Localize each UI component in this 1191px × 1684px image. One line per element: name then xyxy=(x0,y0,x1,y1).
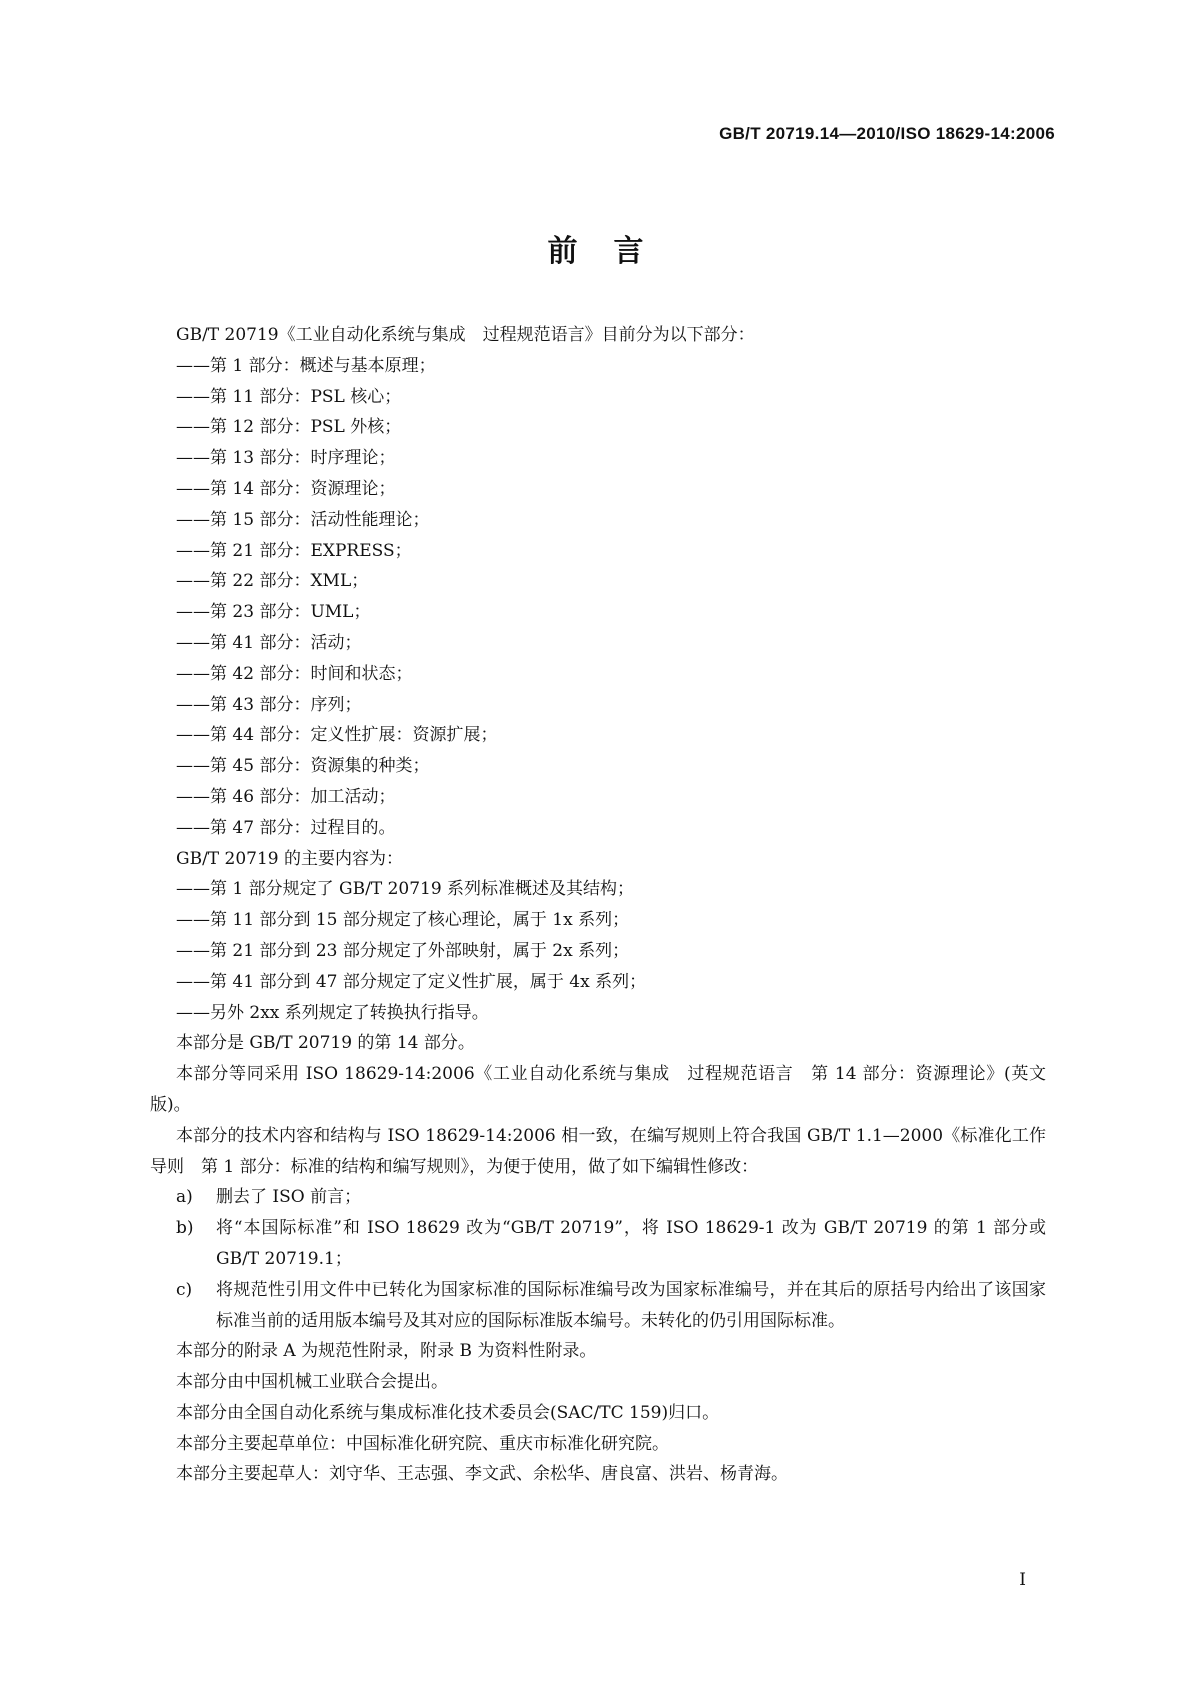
drafters-paragraph: 本部分主要起草人：刘守华、王志强、李文武、余松华、唐良富、洪岩、杨青海。 xyxy=(176,1464,788,1485)
title-char-2: 言 xyxy=(613,234,644,269)
edit-text: 将规范性引用文件中已转化为国家标准的国际标准编号改为国家标准编号，并在其后的原括号内给出了该国家标准当前的适用版本编号及其对应的国际标准版本编号。未转化的仍引用国际标准。 xyxy=(216,1279,1046,1331)
list-item: ——第 46 部分：加工活动； xyxy=(176,786,396,807)
list-item: ——另外 2xx 系列规定了转换执行指导。 xyxy=(176,1002,489,1023)
list-item: ——第 1 部分规定了 GB/T 20719 系列标准概述及其结构； xyxy=(176,879,635,900)
list-item: ——第 21 部分：EXPRESS； xyxy=(176,540,412,561)
list-item: ——第 12 部分：PSL 外核； xyxy=(176,417,402,438)
list-item: ——第 43 部分：序列； xyxy=(176,694,362,715)
edit-text: 将“本国际标准”和 ISO 18629 改为“GB/T 20719”，将 ISO 18629-1 改为 GB/T 20719 的第 1 部分或 GB/T 20719.1； xyxy=(216,1218,1046,1269)
edits-list xyxy=(150,1182,1046,1336)
main-content-intro: GB/T 20719 的主要内容为： xyxy=(176,848,404,869)
edit-label: b) xyxy=(176,1218,194,1239)
edit-label: c) xyxy=(176,1279,193,1300)
annex-paragraph: 本部分的附录 A 为规范性附录，附录 B 为资料性附录。 xyxy=(176,1341,597,1362)
list-item: ——第 11 部分到 15 部分规定了核心理论，属于 1x 系列； xyxy=(176,910,630,931)
list-item: ——第 21 部分到 23 部分规定了外部映射，属于 2x 系列； xyxy=(176,940,630,961)
list-item: ——第 11 部分：PSL 核心； xyxy=(176,386,402,407)
this-part-paragraph: 本部分是 GB/T 20719 的第 14 部分。 xyxy=(176,1033,475,1054)
list-item: ——第 41 部分到 47 部分规定了定义性扩展，属于 4x 系列； xyxy=(176,971,647,992)
edit-item xyxy=(150,1213,1046,1275)
list-item: ——第 15 部分：活动性能理论； xyxy=(176,509,430,530)
list-item: ——第 47 部分：过程目的。 xyxy=(176,817,396,838)
edit-item xyxy=(150,1182,1046,1213)
intro-paragraph: GB/T 20719《工业自动化系统与集成 过程规范语言》目前分为以下部分： xyxy=(176,325,755,345)
list-item: ——第 45 部分：资源集的种类； xyxy=(176,756,430,777)
drafting-units-paragraph: 本部分主要起草单位：中国标准化研究院、重庆市标准化研究院。 xyxy=(176,1433,669,1454)
main-content-list xyxy=(150,874,1046,1028)
list-item: ——第 44 部分：定义性扩展：资源扩展； xyxy=(176,725,498,746)
list-item: ——第 42 部分：时间和状态； xyxy=(176,663,413,684)
title-char-1: 前 xyxy=(547,234,578,269)
adoption-paragraph: 本部分等同采用 ISO 18629-14:2006《工业自动化系统与集成 过程规范语言 第 14 部分：资源理论》(英文版)。 xyxy=(150,1064,1046,1115)
list-item: ——第 41 部分：活动； xyxy=(176,632,362,653)
parts-list xyxy=(150,351,1046,844)
list-item: ——第 14 部分：资源理论； xyxy=(176,478,396,499)
edit-item xyxy=(150,1275,1046,1337)
edit-label: a) xyxy=(176,1187,193,1208)
list-item: ——第 22 部分：XML； xyxy=(176,571,369,592)
consistency-paragraph: 本部分的技术内容和结构与 ISO 18629-14:2006 相一致，在编写规则上符合我国 GB/T 1.1—2000《标准化工作导则 第 1 部分：标准的结构和编写规则》，为便于使用，做了如下编辑性修改： xyxy=(150,1125,1046,1177)
page-number: Ⅰ xyxy=(1019,1570,1026,1590)
standard-header: GB/T 20719.14—2010/ISO 18629-14:2006 xyxy=(719,124,1055,143)
edit-text: 删去了 ISO 前言； xyxy=(216,1187,362,1208)
list-item: ——第 1 部分：概述与基本原理； xyxy=(176,355,436,376)
list-item: ——第 23 部分：UML； xyxy=(176,602,371,623)
page-title xyxy=(0,226,1191,270)
foreword-body xyxy=(150,320,1046,1490)
list-item: ——第 13 部分：时序理论； xyxy=(176,448,396,469)
proposed-by-paragraph: 本部分由中国机械工业联合会提出。 xyxy=(176,1372,448,1393)
managed-by-paragraph: 本部分由全国自动化系统与集成标准化技术委员会(SAC/TC 159)归口。 xyxy=(176,1402,720,1423)
